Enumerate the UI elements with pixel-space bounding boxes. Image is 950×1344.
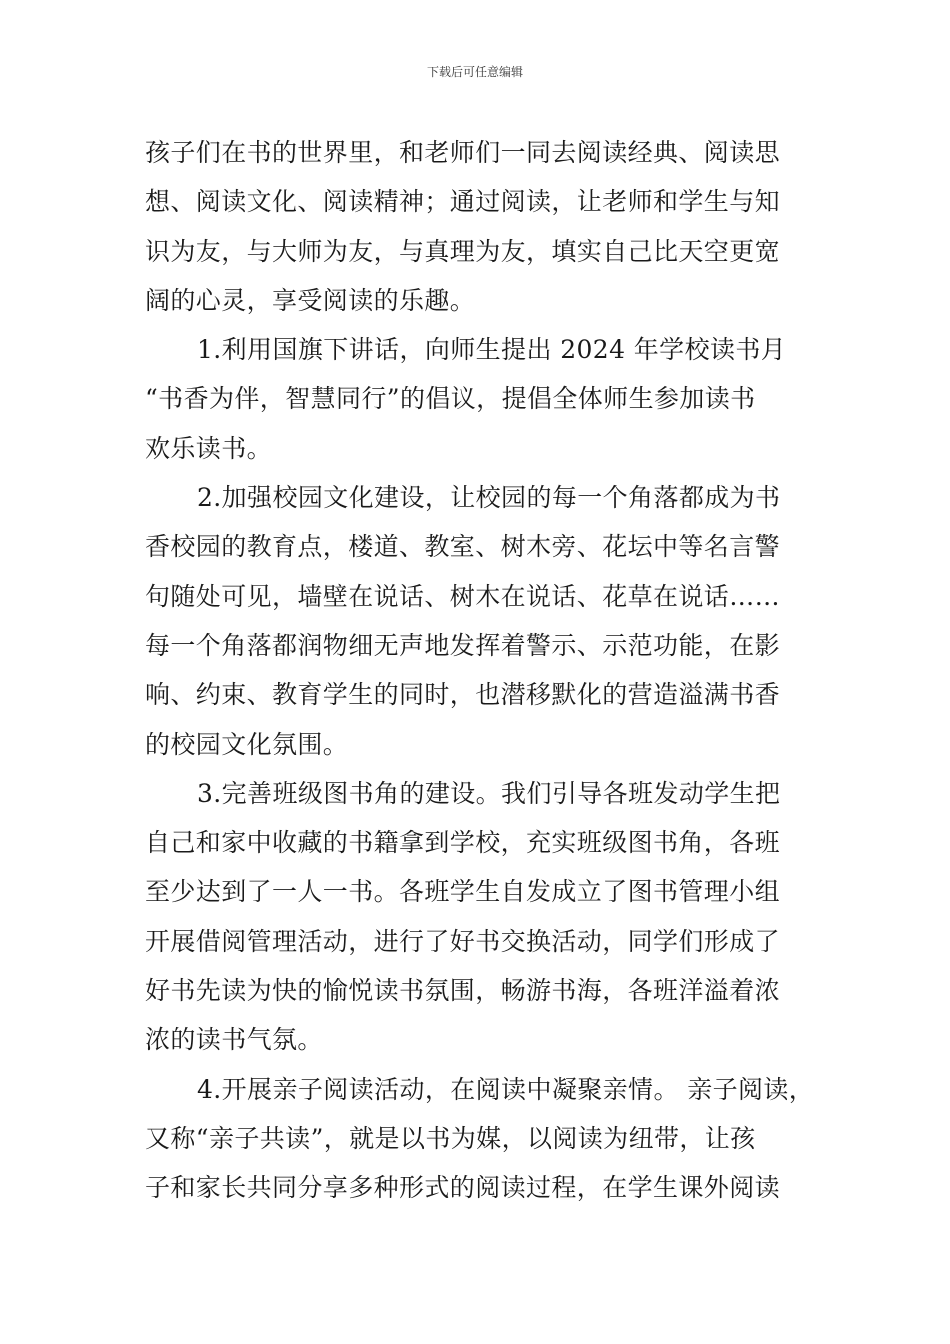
text-line: 孩子们在书的世界里，和老师们一同去阅读经典、阅读思 (145, 138, 781, 167)
text-line: 又称“亲子共读”，就是以书为媒，以阅读为纽带，让孩 (145, 1123, 756, 1153)
paragraph-intro (145, 128, 827, 325)
paragraph-item-3 (145, 769, 827, 1065)
paragraph-item-4 (145, 1065, 827, 1213)
text-line: 阔的心灵，享受阅读的乐趣。 (145, 285, 476, 315)
text-line: 至少达到了一人一书。各班学生自发成立了图书管理小组 (145, 877, 781, 907)
text-line: 开展借阅管理活动，进行了好书交换活动，同学们形成了 (145, 926, 781, 956)
text-line: 香校园的教育点，楼道、教室、树木旁、花坛中等名言警 (145, 532, 781, 562)
document-body (145, 128, 827, 1213)
text-line: 的校园文化氛围。 (145, 729, 349, 759)
text-line: 3.完善班级图书角的建设。我们引导各班发动学生把 (197, 778, 781, 808)
text-line: 自己和家中收藏的书籍拿到学校，充实班级图书角，各班 (145, 828, 781, 858)
text-line: 子和家长共同分享多种形式的阅读过程，在学生课外阅读 (145, 1173, 781, 1203)
text-line: 欢乐读书。 (145, 433, 273, 463)
paragraph-item-2 (145, 473, 827, 769)
paragraph-item-1 (145, 325, 827, 473)
text-line: 2.加强校园文化建设，让校园的每一个角落都成为书 (197, 483, 781, 513)
text-line: 识为友，与大师为友，与真理为友，填实自己比天空更宽 (145, 236, 781, 266)
text-line: 1.利用国旗下讲话，向师生提出 2024 年学校读书月 (197, 335, 787, 365)
text-line: 好书先读为快的愉悦读书氛围，畅游书海，各班洋溢着浓 (145, 976, 781, 1006)
text-line: 4.开展亲子阅读活动，在阅读中凝聚亲情。 亲子阅读， (197, 1074, 815, 1104)
text-line: 浓的读书气氛。 (145, 1025, 323, 1055)
text-line: 每一个角落都润物细无声地发挥着警示、示范功能，在影 (145, 630, 781, 660)
text-line: 句随处可见，墙壁在说话、树木在说话、花草在说话…… (145, 581, 781, 611)
text-line: “书香为伴，智慧同行”的倡议，提倡全体师生参加读书 (145, 384, 756, 414)
text-line: 想、阅读文化、阅读精神；通过阅读，让老师和学生与知 (145, 187, 781, 217)
text-line: 响、约束、教育学生的同时，也潜移默化的营造溢满书香 (145, 680, 781, 710)
page-header: 下载后可任意编辑 (426, 65, 523, 79)
